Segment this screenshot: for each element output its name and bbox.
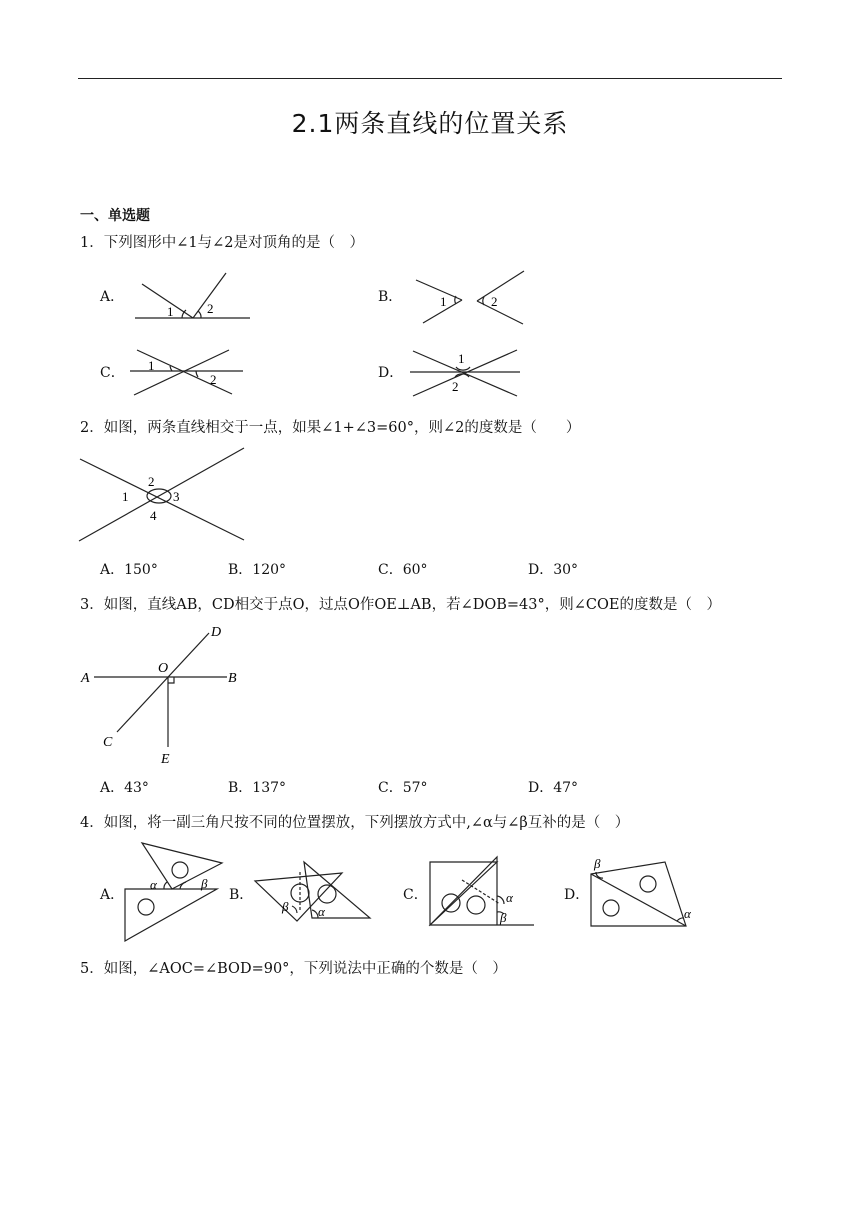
- q1-option-c[interactable]: C．: [100, 365, 125, 381]
- q2-option-b[interactable]: B．120°: [228, 562, 287, 578]
- question-1: 1．下列图形中∠1与∠2是对顶角的是（ ）: [80, 235, 364, 251]
- q3-option-b[interactable]: B．137°: [228, 780, 287, 796]
- q1a-label-1: 1: [167, 304, 174, 319]
- q3-option-c[interactable]: C．57°: [378, 780, 428, 796]
- q4-option-a[interactable]: A．: [100, 887, 125, 903]
- q2-option-d[interactable]: D．30°: [528, 562, 579, 578]
- q1-option-a[interactable]: A．: [100, 289, 125, 305]
- q1d-label-2: 2: [452, 379, 459, 394]
- q4d-label-beta: β: [594, 856, 601, 871]
- q1b-label-2: 2: [491, 294, 498, 309]
- q1b-label-1: 1: [440, 294, 447, 309]
- question-5: 5．如图，∠AOC=∠BOD=90°，下列说法中正确的个数是（ ）: [80, 961, 507, 977]
- question-2: 2．如图，两条直线相交于一点，如果∠1+∠3=60°，则∠2的度数是（ ）: [80, 420, 581, 436]
- q4-option-c[interactable]: C．: [403, 887, 428, 903]
- q4a-label-alpha: α: [150, 877, 157, 892]
- q3-option-a[interactable]: A．43°: [100, 780, 149, 796]
- q4-option-b[interactable]: B．: [229, 887, 254, 903]
- q3-label-e: E: [161, 752, 170, 767]
- question-4: 4．如图，将一副三角尺按不同的位置摆放，下列摆放方式中,∠α与∠β互补的是（ ）: [80, 815, 630, 831]
- q4b-label-beta: β: [282, 899, 289, 914]
- q4c-label-alpha: α: [506, 890, 513, 905]
- q3-option-d[interactable]: D．47°: [528, 780, 579, 796]
- q1d-label-1: 1: [458, 351, 465, 366]
- q1-option-d[interactable]: D．: [378, 365, 404, 381]
- q3-label-b: B: [228, 671, 237, 686]
- section-heading: 一、单选题: [80, 208, 150, 224]
- q2-label-4: 4: [150, 508, 157, 523]
- q3-label-o: O: [158, 661, 169, 676]
- q2-label-2: 2: [148, 474, 155, 489]
- question-3: 3．如图，直线AB，CD相交于点O，过点O作OE⊥AB，若∠DOB=43°，则∠COE的度数是（ ）: [80, 597, 721, 613]
- q3-label-a: A: [81, 671, 90, 686]
- q2-option-a[interactable]: A．150°: [100, 562, 158, 578]
- q4d-label-alpha: α: [684, 906, 691, 921]
- q2-option-c[interactable]: C．60°: [378, 562, 428, 578]
- q1a-label-2: 2: [207, 301, 214, 316]
- q4c-label-beta: β: [500, 910, 507, 925]
- q2-label-1: 1: [122, 489, 129, 504]
- q1c-label-2: 2: [210, 372, 217, 387]
- q4b-label-alpha: α: [318, 904, 325, 919]
- q2-label-3: 3: [173, 489, 180, 504]
- q1c-label-1: 1: [148, 358, 155, 373]
- q3-label-d: D: [211, 625, 222, 640]
- page-title: 2.1两条直线的位置关系: [291, 109, 569, 138]
- q4a-label-beta: β: [201, 876, 208, 891]
- q3-label-c: C: [103, 735, 113, 750]
- q4-option-d[interactable]: D．: [564, 887, 590, 903]
- q1-option-b[interactable]: B．: [378, 289, 403, 305]
